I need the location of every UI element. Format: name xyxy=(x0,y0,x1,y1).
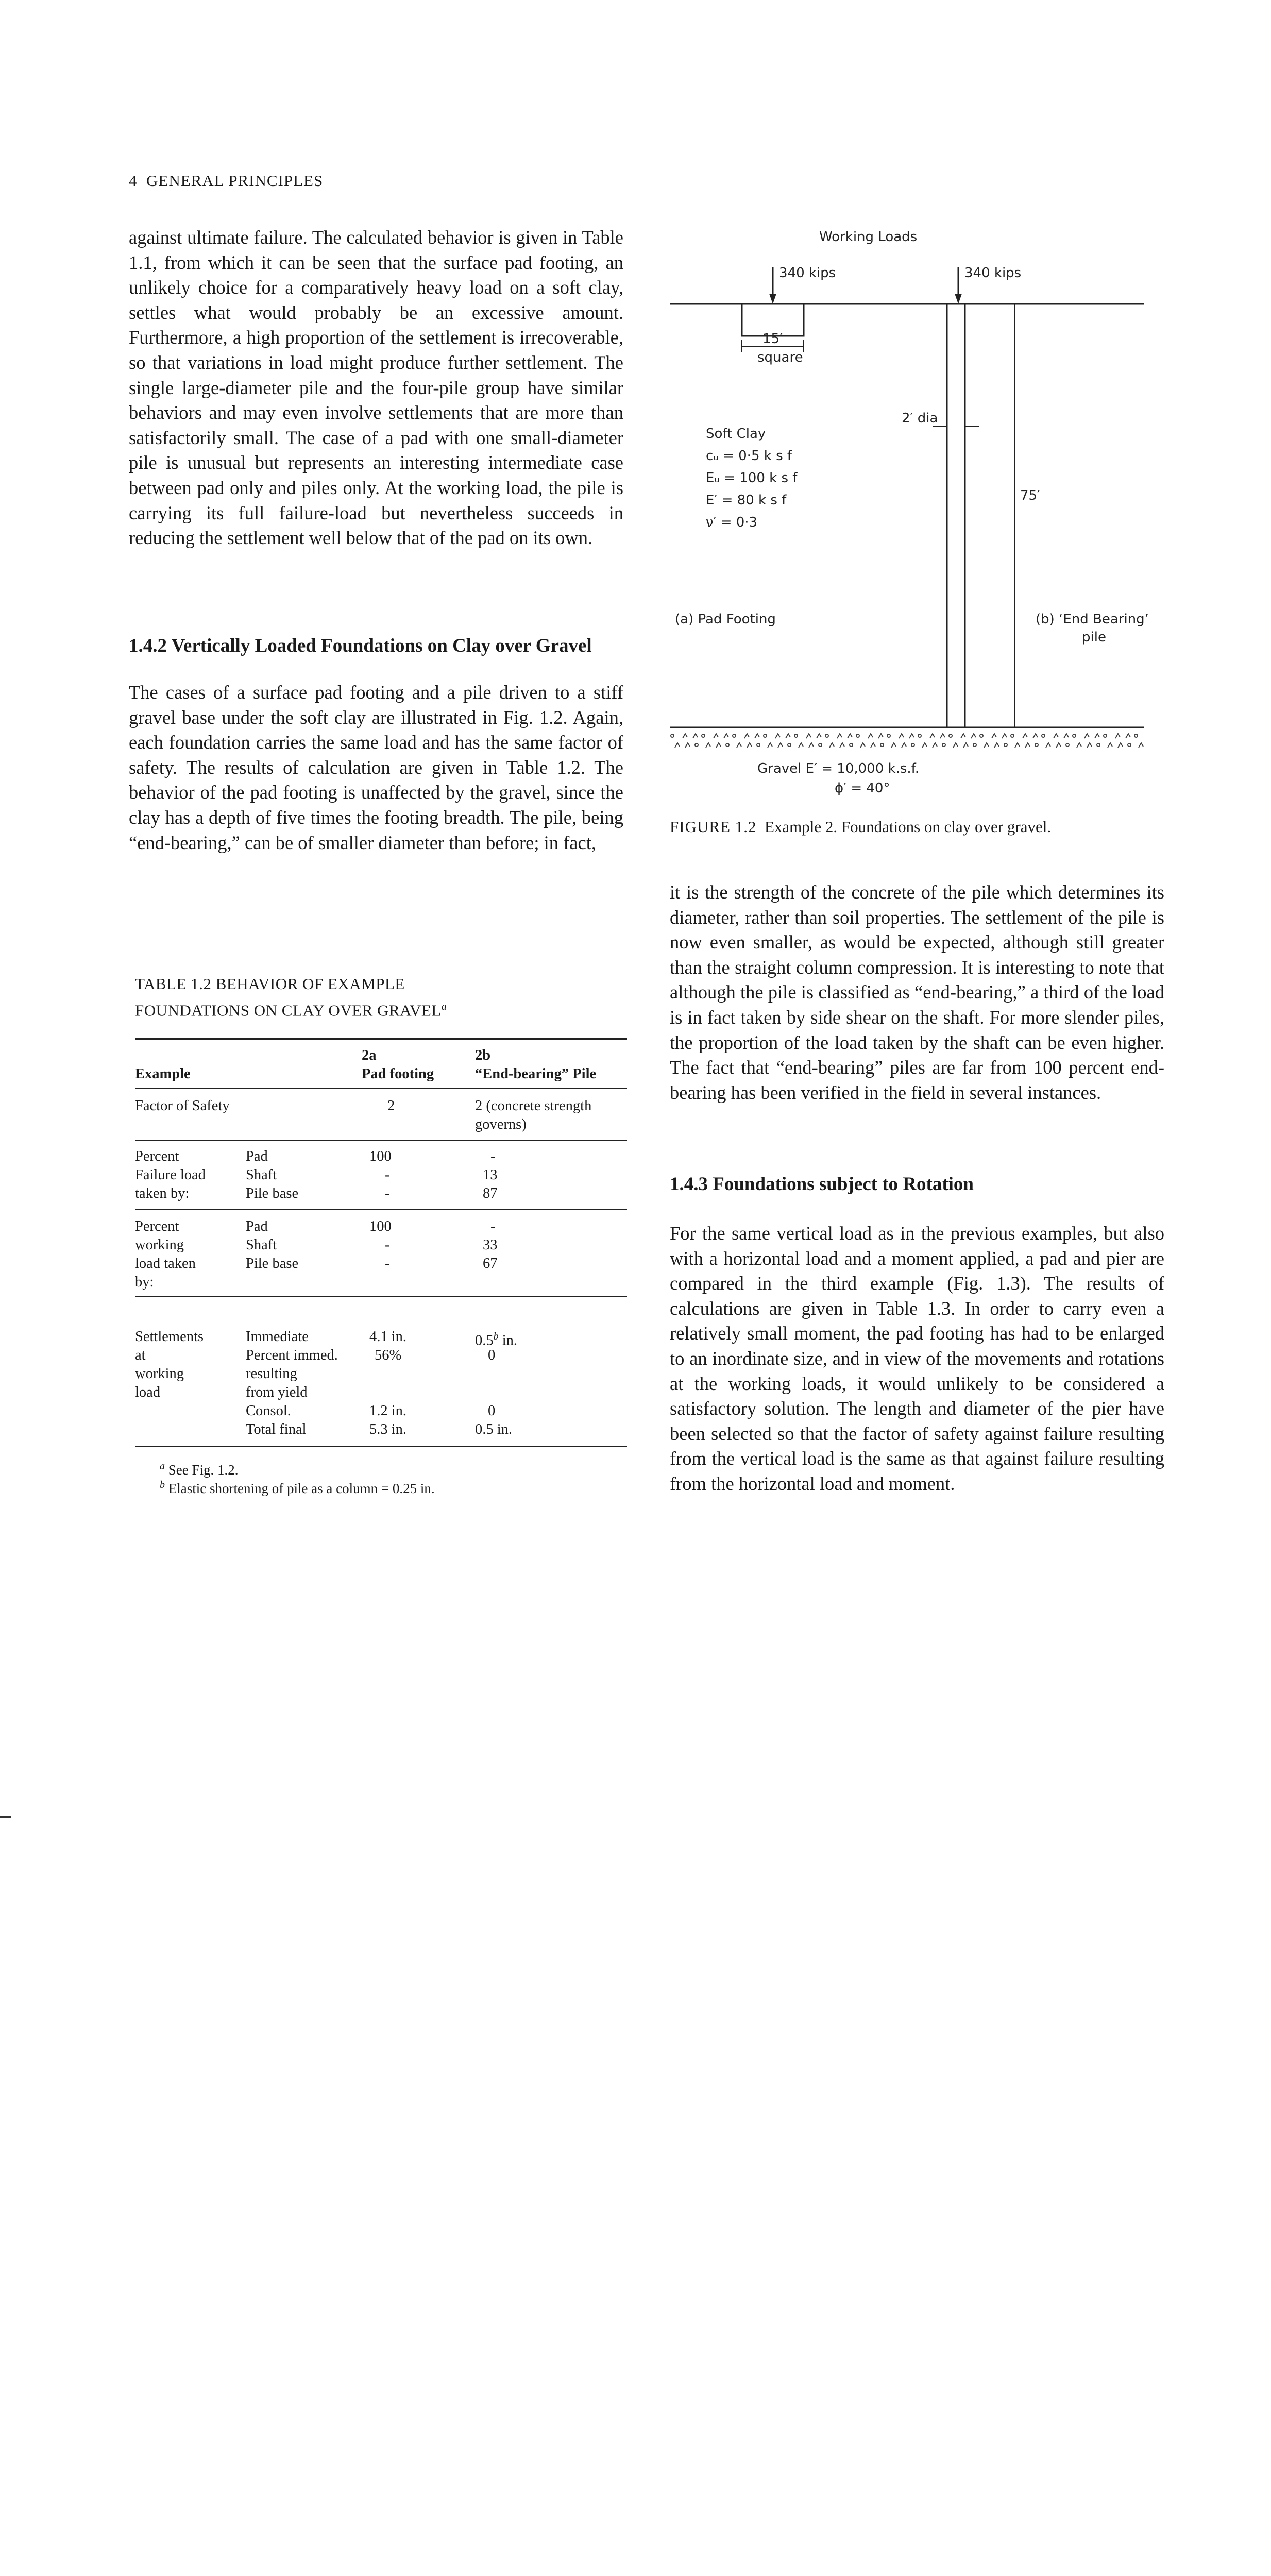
gravel-mark xyxy=(809,743,814,748)
cell-total-final-2b: 0.5 in. xyxy=(475,1421,513,1437)
pile-diameter-label: 2′ dia xyxy=(902,411,938,426)
cell-working-shaft-2b: 33 xyxy=(483,1237,498,1253)
gravel-mark xyxy=(1025,743,1030,748)
label-a-pad-footing: (a) Pad Footing xyxy=(675,612,776,627)
label-b-end-bearing: (b) ‘End Bearing’ xyxy=(1036,612,1149,627)
sub-label-consol: Consol. xyxy=(246,1403,291,1419)
gravel-mark xyxy=(848,734,852,738)
row-label-settlements-3: working xyxy=(135,1366,184,1382)
sub-label-shaft: Shaft xyxy=(246,1167,277,1183)
gravel-mark xyxy=(786,734,790,738)
load-right-label: 340 kips xyxy=(964,265,1022,281)
cell-fos-2b-line2: governs) xyxy=(475,1116,527,1132)
paragraph: it is the strength of the concrete of the pile which determines its diameter, rather than soil properties. The settlement of the pile is now even smaller, as would be expected, although still greater than the straight column compression. It is interesting to note that although the pile is classified as “end-bearing,” a third of the load is in fact taken by side shear on the shaft. For more slender piles, the proportion of the load taken by the shaft can be even higher. The fact that “end-bearing” piles are far from 100 percent end-bearing has been verified in the field in several instances. xyxy=(670,882,1164,1103)
right-column-text-2 xyxy=(670,1221,1164,1497)
section-heading-1-4-3: 1.4.3 Foundations subject to Rotation xyxy=(670,1174,974,1195)
table-title-line1: TABLE 1.2 BEHAVIOR OF EXAMPLE xyxy=(135,975,405,993)
gravel-mark xyxy=(1046,743,1050,748)
gravel-mark xyxy=(768,743,772,748)
footnote-b-mark: b xyxy=(160,1479,165,1490)
gravel-mark xyxy=(1115,734,1120,738)
gravel-mark xyxy=(984,743,989,748)
page-number: 4 xyxy=(129,172,138,190)
gravel-mark xyxy=(933,743,937,748)
gravel-mark xyxy=(994,743,999,748)
right-column-text xyxy=(670,880,1164,1105)
sub-label-pile-base: Pile base xyxy=(246,1185,299,1201)
gravel-mark xyxy=(788,743,791,747)
row-label-settlements-4: load xyxy=(135,1384,161,1400)
gravel-mark xyxy=(1084,734,1089,738)
gravel-mark xyxy=(856,734,859,737)
gravel-mark xyxy=(737,743,741,748)
gravel-mark xyxy=(871,743,875,748)
figure-caption xyxy=(670,818,1051,836)
gravel-mark xyxy=(1054,734,1058,738)
gravel-mark xyxy=(683,734,687,738)
gravel-mark xyxy=(1035,743,1038,747)
paragraph: The cases of a surface pad footing and a pile driven to a stiff gravel base under the soft clay are illustrated in Fig. 1.2. Again, each foundation carries the same load and has the same factor of safety. The results of calculation are given in Table 1.2. The behavior of the pad footing is unaffected by the gravel, since the clay has a depth of five times the footing breadth. The pile, being “end-bearing,” can be of smaller diameter than before; in fact, xyxy=(129,682,623,853)
gravel-mark xyxy=(1128,743,1131,747)
gravel-mark xyxy=(1077,743,1081,748)
gravel-mark xyxy=(829,743,834,748)
table-title xyxy=(135,973,447,1022)
cell-working-base-2b: 67 xyxy=(483,1256,498,1272)
cell-consol-2b: 0 xyxy=(488,1403,496,1419)
gravel-mark xyxy=(971,734,976,738)
depth-label: 75′ xyxy=(1020,488,1040,503)
cell-working-pad-2b: - xyxy=(490,1218,496,1234)
row-label-working-1: Percent xyxy=(135,1218,179,1234)
gravel-mark xyxy=(922,743,927,748)
cell-failure-base-2b: 87 xyxy=(483,1185,498,1201)
table-rule xyxy=(135,1140,627,1141)
gravel-mark xyxy=(1134,734,1138,737)
table-title-footnote-mark: a xyxy=(441,1001,447,1012)
gravel-hatching xyxy=(671,734,1143,748)
row-label-failure-1: Percent xyxy=(135,1148,179,1164)
sub-label-resulting: resulting xyxy=(246,1366,297,1382)
gravel-mark xyxy=(1066,743,1069,747)
gravel-mark xyxy=(755,734,759,738)
gravel-mark xyxy=(702,734,705,737)
label-b-pile: pile xyxy=(1082,630,1106,645)
col-header-example: Example xyxy=(135,1066,191,1082)
gravel-mark xyxy=(695,743,698,747)
footnote-b-text: Elastic shortening of pile as a column = 0.25 in. xyxy=(168,1481,435,1496)
sub-label-pad: Pad xyxy=(246,1148,268,1164)
gravel-mark xyxy=(724,734,728,738)
col-header-2b: 2b xyxy=(475,1047,491,1063)
row-label-factor-of-safety: Factor of Safety xyxy=(135,1098,230,1114)
gravel-mark xyxy=(706,743,710,748)
gravel-mark xyxy=(806,734,811,738)
cell-failure-pad-2a: 100 xyxy=(369,1148,392,1164)
running-header xyxy=(129,172,323,190)
sub-label-pad: Pad xyxy=(246,1218,268,1234)
running-title: GENERAL PRINCIPLES xyxy=(146,172,324,190)
arrowhead-left xyxy=(769,294,776,304)
gravel-mark xyxy=(940,734,945,738)
gravel-mark xyxy=(799,743,803,748)
load-left-label: 340 kips xyxy=(779,265,836,281)
cell-fos-2a: 2 xyxy=(387,1098,395,1114)
cell-failure-pad-2b: - xyxy=(490,1148,496,1164)
col-header-pad-footing: Pad footing xyxy=(362,1066,434,1082)
row-label-failure-3: taken by: xyxy=(135,1185,190,1201)
gravel-label: Gravel E′ = 10,000 k.s.f. xyxy=(757,761,920,776)
cell-percent-immed-2a: 56% xyxy=(375,1347,402,1363)
gravel-mark xyxy=(744,734,749,738)
figure-caption-text: Example 2. Foundations on clay over gravel. xyxy=(764,818,1052,836)
gravel-mark xyxy=(961,734,965,738)
gravel-mark xyxy=(840,743,844,748)
sub-label-percent-immed: Percent immed. xyxy=(246,1347,338,1363)
gravel-mark xyxy=(1015,743,1020,748)
gravel-mark xyxy=(1097,743,1100,747)
table-bottom-rule xyxy=(135,1446,627,1447)
square-label: square xyxy=(757,350,803,365)
gravel-mark xyxy=(980,734,983,737)
gravel-mark xyxy=(918,734,921,737)
gravel-mark xyxy=(837,734,842,738)
immediate-2b-value: 0.5 xyxy=(475,1332,494,1349)
immediate-2b-unit: in. xyxy=(498,1332,518,1349)
gravel-mark xyxy=(868,734,873,738)
table-rule xyxy=(135,1296,627,1297)
gravel-mark xyxy=(825,734,828,737)
gravel-mark xyxy=(860,743,865,748)
footnote-a-mark: a xyxy=(160,1461,165,1472)
table-title-line2: FOUNDATIONS ON CLAY OVER GRAVEL xyxy=(135,1001,442,1020)
figure-1-2 xyxy=(665,222,1159,804)
cell-consol-2a: 1.2 in. xyxy=(369,1403,407,1419)
cell-working-pad-2a: 100 xyxy=(369,1218,392,1234)
row-label-settlements-1: Settlements xyxy=(135,1329,204,1345)
footnote-a-text: See Fig. 1.2. xyxy=(168,1462,239,1478)
soil-eu: Eᵤ = 100 k s f xyxy=(706,470,798,486)
sub-label-total-final: Total final xyxy=(246,1421,307,1437)
gravel-mark xyxy=(911,743,914,747)
left-column-text-2 xyxy=(129,680,623,855)
gravel-mark xyxy=(973,743,976,747)
paragraph: For the same vertical load as in the previous examples, but also with a horizontal load and a moment applied, a pad and pier are compared in the third example (Fig. 1.3). The results of calculations are given in Table 1.3. In order to carry even a relatively small moment, the pad footing has had to be enlarged to an inordinate size, and in view of the movements and rotations at the working loads, it would unlikely to be considered a satisfactory solution. The length and diameter of the pier have been selected so that the factor of safety against failure resulting from the vertical load is the same as that against failure resulting from the horizontal load and moment. xyxy=(670,1223,1164,1494)
cell-working-shaft-2a: - xyxy=(385,1237,390,1253)
cell-working-base-2a: - xyxy=(385,1256,390,1272)
gravel-mark xyxy=(878,734,883,738)
gravel-mark xyxy=(733,734,736,737)
gravel-mark xyxy=(757,743,760,747)
gravel-mark xyxy=(1042,734,1045,737)
gravel-mark xyxy=(1056,743,1061,748)
row-label-settlements-2: at xyxy=(135,1347,146,1363)
gravel-mark xyxy=(778,743,783,748)
gravel-mark xyxy=(1087,743,1092,748)
margin-mark xyxy=(0,1816,11,1818)
row-label-working-4: by: xyxy=(135,1274,154,1290)
gravel-mark xyxy=(1126,734,1130,738)
gravel-mark xyxy=(1095,734,1099,738)
width-dimension-label: 15′ xyxy=(762,331,783,347)
working-loads-label: Working Loads xyxy=(819,229,918,245)
sub-label-immediate: Immediate xyxy=(246,1329,309,1345)
gravel-mark xyxy=(930,734,935,738)
gravel-mark xyxy=(1004,743,1007,747)
gravel-mark xyxy=(747,743,752,748)
row-label-working-3: load taken xyxy=(135,1256,196,1272)
gravel-mark xyxy=(819,743,822,747)
gravel-mark xyxy=(671,734,674,737)
cell-failure-base-2a: - xyxy=(385,1185,390,1201)
soil-e-drained: E′ = 80 k s f xyxy=(706,493,787,508)
gravel-mark xyxy=(949,734,952,737)
cell-fos-2b-line1: 2 (concrete strength xyxy=(475,1098,592,1114)
gravel-mark xyxy=(850,743,853,747)
figure-caption-label: FIGURE 1.2 xyxy=(670,818,757,836)
col-header-2a: 2a xyxy=(362,1047,377,1063)
gravel-mark xyxy=(1011,734,1014,737)
gravel-mark xyxy=(764,734,767,737)
gravel-phi: ϕ′ = 40° xyxy=(835,781,890,796)
gravel-mark xyxy=(902,743,906,748)
sub-label-from-yield: from yield xyxy=(246,1384,308,1400)
left-column-text xyxy=(129,225,623,551)
gravel-mark xyxy=(963,743,968,748)
gravel-mark xyxy=(1023,734,1027,738)
gravel-mark xyxy=(685,743,690,748)
table-header-rule xyxy=(135,1088,627,1089)
footnote-b xyxy=(160,1476,435,1498)
section-heading-1-4-2: 1.4.2 Vertically Loaded Foundations on Clay over Gravel xyxy=(129,635,592,656)
gravel-mark xyxy=(1033,734,1038,738)
gravel-mark xyxy=(992,734,996,738)
gravel-mark xyxy=(794,734,798,737)
table-top-rule xyxy=(135,1038,627,1040)
row-label-working-2: working xyxy=(135,1237,184,1253)
gravel-mark xyxy=(1139,743,1143,748)
soil-poisson: ν′ = 0·3 xyxy=(706,515,758,530)
gravel-mark xyxy=(942,743,945,747)
cell-immediate-2b xyxy=(475,1327,517,1350)
gravel-mark xyxy=(1104,734,1107,737)
cell-failure-shaft-2a: - xyxy=(385,1167,390,1183)
cell-percent-immed-2b: 0 xyxy=(488,1347,496,1363)
gravel-mark xyxy=(775,734,780,738)
gravel-mark xyxy=(693,734,698,738)
gravel-mark xyxy=(909,734,914,738)
sub-label-shaft: Shaft xyxy=(246,1237,277,1253)
cell-total-final-2a: 5.3 in. xyxy=(369,1421,407,1437)
cell-failure-shaft-2b: 13 xyxy=(483,1167,498,1183)
row-label-failure-2: Failure load xyxy=(135,1167,206,1183)
gravel-mark xyxy=(953,743,958,748)
gravel-mark xyxy=(891,743,896,748)
gravel-mark xyxy=(899,734,904,738)
gravel-mark xyxy=(1002,734,1007,738)
gravel-mark xyxy=(726,743,729,747)
gravel-mark xyxy=(1118,743,1123,748)
gravel-mark xyxy=(1108,743,1112,748)
arrowhead-right xyxy=(955,294,962,304)
footnote-mark-b: b xyxy=(493,1331,499,1342)
soil-cu: cᵤ = 0·5 k s f xyxy=(706,448,792,464)
table-rule xyxy=(135,1209,627,1210)
gravel-mark xyxy=(716,743,721,748)
cell-immediate-2a: 4.1 in. xyxy=(369,1329,407,1345)
gravel-mark xyxy=(817,734,821,738)
sub-label-pile-base: Pile base xyxy=(246,1256,299,1272)
gravel-mark xyxy=(1064,734,1069,738)
gravel-mark xyxy=(1073,734,1076,737)
gravel-mark xyxy=(714,734,718,738)
col-header-end-bearing-pile: “End-bearing” Pile xyxy=(475,1066,597,1082)
gravel-mark xyxy=(880,743,884,747)
gravel-mark xyxy=(887,734,890,737)
paragraph: against ultimate failure. The calculated behavior is given in Table 1.1, from which it can be seen that the surface pad footing, an unlikely choice for a comparatively heavy load on a soft clay, settles what would probably be an excessive amount. Furthermore, a high proportion of the settlement is irrecoverable, so that variations in load might produce further settlement. The single large-diameter pile and the four-pile group have similar behaviors and may even involve settlements that are more than satisfactorily small. The case of a pad with one small-diameter pile is unusual but represents an interesting intermediate case between pad only and piles only. At the working load, the pile is carrying its full failure-load but nevertheless succeeds in reducing the settlement well below that of the pad on its own. xyxy=(129,227,623,549)
gravel-mark xyxy=(675,743,680,748)
soil-name: Soft Clay xyxy=(706,426,766,442)
